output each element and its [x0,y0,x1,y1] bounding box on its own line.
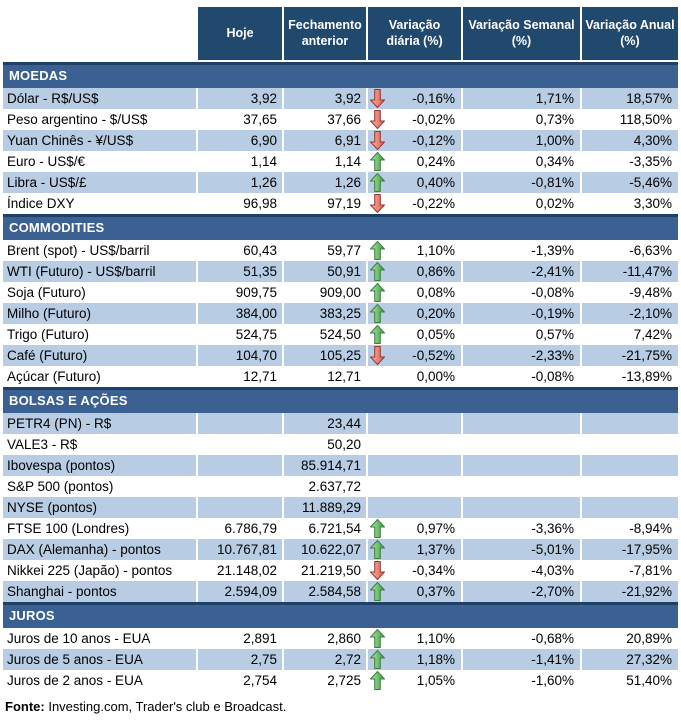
daily-change-value: 0,20% [416,306,455,321]
cell-variacao-semanal [463,497,582,518]
cell-hoje: 10.767,81 [198,539,284,560]
row-label: Açúcar (Futuro) [3,366,198,387]
down-arrow-icon [370,110,385,129]
cell-variacao-semanal: 1,71% [463,88,582,109]
table-row [3,282,678,303]
cell-variacao-anual [582,455,678,476]
cell-fechamento-anterior: 6.721,54 [284,518,368,539]
row-label: NYSE (pontos) [3,497,198,518]
cell-hoje: 51,35 [198,261,284,282]
table-body [3,62,678,691]
cell-variacao-anual: -13,89% [621,369,672,384]
table-row [3,88,678,109]
cell-variacao-diaria [368,413,463,434]
source-note [5,699,678,714]
cell-variacao-diaria [368,109,463,130]
cell-variacao-diaria [368,324,463,345]
column-header-fechamento: Fechamento anterior [284,7,368,60]
row-label: PETR4 (PN) - R$ [3,413,198,434]
table-row [3,303,678,324]
cell-hoje: 104,70 [198,345,284,366]
row-label: Brent (spot) - US$/barril [3,240,198,261]
row-label: Peso argentino - $/US$ [3,109,198,130]
table-row [3,413,678,434]
cell-variacao-diaria [368,670,463,691]
cell-variacao-anual: -8,94% [629,521,672,536]
row-label: DAX (Alemanha) - pontos [3,539,198,560]
cell-hoje [198,434,284,455]
column-header-variacao-anual: Variação Anual (%) [582,7,678,60]
cell-variacao-semanal: -2,70% [463,581,582,602]
up-arrow-icon [370,540,385,559]
daily-change-value: 1,18% [416,652,455,667]
row-label: Euro - US$/€ [3,151,198,172]
down-arrow-icon [370,194,385,213]
cell-hoje [198,497,284,518]
section-header: JUROS [3,602,678,628]
cell-variacao-semanal: -0,08% [463,282,582,303]
daily-change-value: 0,08% [416,285,455,300]
cell-hoje: 6.786,79 [198,518,284,539]
cell-variacao-anual: -6,63% [629,243,672,258]
cell-variacao-diaria [368,193,463,214]
daily-change-value: 1,10% [416,631,455,646]
table-row [3,539,678,560]
cell-fechamento-anterior: 1,26 [284,172,368,193]
cell-variacao-diaria [368,560,463,581]
cell-variacao-anual: -2,10% [629,306,672,321]
cell-variacao-semanal: -5,01% [463,539,582,560]
row-label: Soja (Futuro) [3,282,198,303]
cell-variacao-anual: -17,95% [621,542,672,557]
table-row [3,560,678,581]
table-row [3,476,678,497]
cell-variacao-diaria [368,345,463,366]
cell-fechamento-anterior: 50,20 [284,434,368,455]
cell-variacao-anual: -21,92% [621,584,672,599]
cell-variacao-diaria [368,539,463,560]
cell-fechamento-anterior: 85.914,71 [284,455,368,476]
down-arrow-icon [370,346,385,365]
row-label: Nikkei 225 (Japão) - pontos [3,560,198,581]
cell-hoje: 2,75 [198,649,284,670]
cell-variacao-diaria [368,172,463,193]
cell-variacao-semanal [463,434,582,455]
cell-fechamento-anterior: 2.584,58 [284,581,368,602]
cell-variacao-anual: -3,35% [629,154,672,169]
row-label: Juros de 2 anos - EUA [3,670,198,691]
cell-fechamento-anterior: 21.219,50 [284,560,368,581]
cell-hoje: 6,90 [198,130,284,151]
cell-variacao-anual [582,497,678,518]
cell-variacao-diaria [368,581,463,602]
cell-variacao-anual: 118,50% [619,112,672,127]
cell-hoje: 12,71 [198,366,284,387]
up-arrow-icon [370,629,385,648]
cell-variacao-semanal: -4,03% [463,560,582,581]
row-label: Ibovespa (pontos) [3,455,198,476]
up-arrow-icon [370,283,385,302]
cell-fechamento-anterior: 11.889,29 [284,497,368,518]
up-arrow-icon [370,262,385,281]
cell-hoje: 3,92 [198,88,284,109]
cell-fechamento-anterior: 524,50 [284,324,368,345]
cell-variacao-anual: 51,40% [626,673,672,688]
cell-fechamento-anterior: 23,44 [284,413,368,434]
table-row [3,670,678,691]
section-header: BOLSAS E AÇÕES [3,387,678,413]
table-row [3,649,678,670]
daily-change-value: -0,16% [412,91,455,106]
cell-fechamento-anterior: 105,25 [284,345,368,366]
cell-hoje: 37,65 [198,109,284,130]
cell-variacao-semanal [463,476,582,497]
daily-change-value: -0,02% [412,112,455,127]
daily-change-value: -0,12% [412,133,455,148]
cell-variacao-anual [582,434,678,455]
cell-variacao-anual: -9,48% [629,285,672,300]
cell-variacao-diaria [368,261,463,282]
table-row [3,193,678,214]
up-arrow-icon [370,582,385,601]
cell-variacao-diaria [368,151,463,172]
cell-hoje: 21.148,02 [198,560,284,581]
table-row [3,109,678,130]
cell-variacao-diaria [368,455,463,476]
cell-fechamento-anterior: 2.637,72 [284,476,368,497]
daily-change-value: 0,37% [416,584,455,599]
cell-hoje [198,476,284,497]
source-label: Fonte: [5,699,45,714]
column-header-variacao-diaria: Variação diária (%) [368,7,463,60]
cell-variacao-diaria [368,366,463,387]
cell-fechamento-anterior: 12,71 [284,366,368,387]
cell-variacao-semanal: -0,68% [463,628,582,649]
cell-variacao-semanal: -1,60% [463,670,582,691]
cell-variacao-anual: -11,47% [622,264,672,279]
cell-hoje: 1,26 [198,172,284,193]
table-row [3,518,678,539]
row-label: Juros de 10 anos - EUA [3,628,198,649]
table-row [3,151,678,172]
cell-fechamento-anterior: 97,19 [284,193,368,214]
cell-variacao-semanal: -2,41% [463,261,582,282]
cell-variacao-semanal [463,413,582,434]
table-row [3,434,678,455]
cell-variacao-anual: -7,81% [629,563,672,578]
cell-fechamento-anterior: 6,91 [284,130,368,151]
cell-variacao-anual: 20,89% [626,631,672,646]
table-row [3,345,678,366]
table-row [3,130,678,151]
header-corner-spacer [3,7,198,60]
down-arrow-icon [370,561,385,580]
cell-hoje [198,455,284,476]
cell-variacao-anual: 3,30% [633,196,672,211]
cell-variacao-diaria [368,303,463,324]
daily-change-value: 0,00% [416,369,455,384]
section-header: MOEDAS [3,62,678,88]
cell-variacao-semanal: -3,36% [463,518,582,539]
row-label: S&P 500 (pontos) [3,476,198,497]
cell-hoje: 909,75 [198,282,284,303]
up-arrow-icon [370,152,385,171]
cell-variacao-diaria [368,497,463,518]
cell-variacao-diaria [368,434,463,455]
cell-fechamento-anterior: 37,66 [284,109,368,130]
daily-change-value: 0,40% [416,175,455,190]
cell-variacao-semanal: -2,33% [463,345,582,366]
row-label: Milho (Futuro) [3,303,198,324]
cell-fechamento-anterior: 383,25 [284,303,368,324]
cell-variacao-semanal: 1,00% [463,130,582,151]
daily-change-value: 0,97% [416,521,455,536]
table-row [3,581,678,602]
column-headers [3,7,678,60]
row-label: Café (Futuro) [3,345,198,366]
daily-change-value: 0,86% [416,264,455,279]
row-label: Shanghai - pontos [3,581,198,602]
row-label: VALE3 - R$ [3,434,198,455]
cell-variacao-anual [582,413,678,434]
daily-change-value: 0,05% [416,327,455,342]
column-header-hoje: Hoje [198,7,284,60]
section-header: COMMODITIES [3,214,678,240]
up-arrow-icon [370,650,385,669]
row-label: Juros de 5 anos - EUA [3,649,198,670]
cell-variacao-diaria [368,476,463,497]
cell-variacao-anual: -5,46% [629,175,672,190]
row-label: WTI (Futuro) - US$/barril [3,261,198,282]
cell-variacao-anual: -21,75% [621,348,672,363]
table-row [3,324,678,345]
cell-variacao-diaria [368,518,463,539]
cell-hoje: 2.594,09 [198,581,284,602]
cell-fechamento-anterior: 2,860 [284,628,368,649]
cell-variacao-semanal: 0,34% [463,151,582,172]
column-header-variacao-semanal: Variação Semanal (%) [463,7,582,60]
row-label: Libra - US$/£ [3,172,198,193]
daily-change-value: -0,22% [412,196,455,211]
cell-variacao-semanal [463,455,582,476]
row-label: Trigo (Futuro) [3,324,198,345]
down-arrow-icon [370,131,385,150]
daily-change-value: 0,24% [416,154,455,169]
cell-variacao-diaria [368,88,463,109]
daily-change-value: 1,10% [416,243,455,258]
cell-variacao-diaria [368,649,463,670]
table-row [3,455,678,476]
cell-hoje: 2,754 [198,670,284,691]
table-row [3,366,678,387]
cell-variacao-anual [582,476,678,497]
up-arrow-icon [370,304,385,323]
cell-fechamento-anterior: 2,725 [284,670,368,691]
row-label: FTSE 100 (Londres) [3,518,198,539]
source-text: Investing.com, Trader's club e Broadcast. [44,699,287,714]
cell-variacao-anual: 7,42% [633,327,672,342]
row-label: Yuan Chinês - ¥/US$ [3,130,198,151]
table-row [3,497,678,518]
cell-fechamento-anterior: 2,72 [284,649,368,670]
cell-variacao-anual: 27,32% [626,652,672,667]
table-row [3,261,678,282]
cell-variacao-semanal: -1,39% [463,240,582,261]
cell-hoje: 524,75 [198,324,284,345]
table-row [3,240,678,261]
up-arrow-icon [370,173,385,192]
cell-variacao-diaria [368,628,463,649]
cell-fechamento-anterior: 909,00 [284,282,368,303]
up-arrow-icon [370,671,385,690]
up-arrow-icon [370,241,385,260]
cell-variacao-semanal: -0,19% [463,303,582,324]
market-quotes-table [3,7,678,714]
cell-hoje: 1,14 [198,151,284,172]
daily-change-value: 1,37% [416,542,455,557]
cell-hoje: 60,43 [198,240,284,261]
cell-hoje: 384,00 [198,303,284,324]
cell-variacao-anual: 18,57% [626,91,672,106]
daily-change-value: -0,34% [412,563,455,578]
cell-fechamento-anterior: 1,14 [284,151,368,172]
cell-fechamento-anterior: 50,91 [284,261,368,282]
up-arrow-icon [370,519,385,538]
cell-fechamento-anterior: 59,77 [284,240,368,261]
cell-variacao-diaria [368,240,463,261]
cell-hoje: 96,98 [198,193,284,214]
down-arrow-icon [370,89,385,108]
row-label: Dólar - R$/US$ [3,88,198,109]
table-row [3,172,678,193]
cell-fechamento-anterior: 10.622,07 [284,539,368,560]
cell-variacao-diaria [368,130,463,151]
row-label: Índice DXY [3,193,198,214]
cell-variacao-semanal: -1,41% [463,649,582,670]
table-row [3,628,678,649]
cell-hoje: 2,891 [198,628,284,649]
cell-variacao-semanal: -0,08% [463,366,582,387]
cell-hoje [198,413,284,434]
daily-change-value: 1,05% [416,673,455,688]
cell-variacao-semanal: 0,57% [463,324,582,345]
cell-variacao-semanal: 0,73% [463,109,582,130]
cell-variacao-semanal: 0,02% [463,193,582,214]
cell-variacao-diaria [368,282,463,303]
up-arrow-icon [370,325,385,344]
cell-fechamento-anterior: 3,92 [284,88,368,109]
daily-change-value: -0,52% [412,348,455,363]
cell-variacao-anual: 4,30% [633,133,672,148]
cell-variacao-semanal: -0,81% [463,172,582,193]
